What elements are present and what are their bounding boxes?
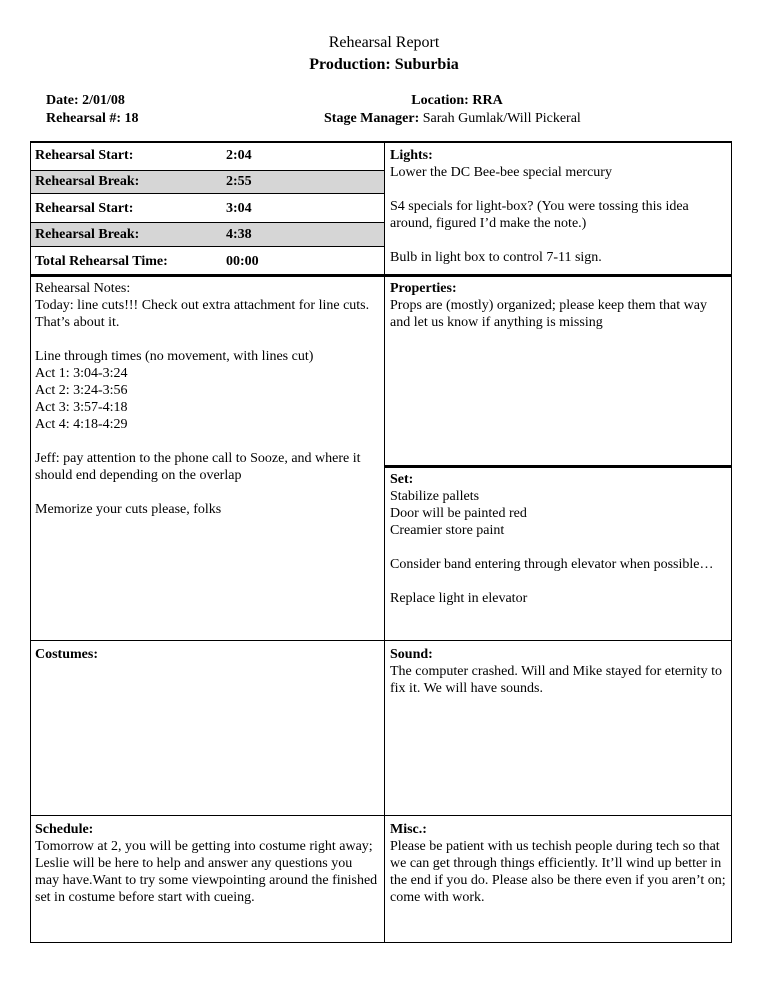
costumes-label: Costumes: bbox=[35, 647, 98, 662]
properties-text: Props are (mostly) organized; please keep them that way and let us know if anything is missing bbox=[390, 298, 707, 330]
notes-paragraph: Memorize your cuts please, folks bbox=[35, 502, 222, 517]
section-divider bbox=[30, 815, 732, 816]
notes-paragraph: Today: line cuts!!! Check out extra attachment for line cuts. That’s about it. bbox=[35, 298, 370, 330]
table-top-border bbox=[30, 141, 732, 143]
sound-section bbox=[390, 646, 724, 697]
notes-paragraph: Jeff: pay attention to the phone call to Sooze, and where it should end depending on the overlap bbox=[35, 451, 361, 483]
rehearsal-notes-label: Rehearsal Notes: bbox=[35, 281, 131, 296]
costumes-section bbox=[35, 646, 379, 663]
time-row-divider bbox=[30, 193, 384, 194]
location-line: Location: RRA bbox=[411, 93, 503, 108]
time-value: 2:04 bbox=[226, 148, 252, 163]
notes-line: Act 4: 4:18-4:29 bbox=[35, 417, 128, 432]
notes-line: Act 1: 3:04-3:24 bbox=[35, 366, 128, 381]
properties-set-divider bbox=[384, 465, 732, 468]
time-label: Rehearsal Start: bbox=[35, 148, 134, 163]
total-time-value: 00:00 bbox=[226, 254, 259, 269]
time-value: 2:55 bbox=[226, 174, 252, 189]
time-label: Rehearsal Break: bbox=[35, 227, 140, 242]
set-note: Replace light in elevator bbox=[390, 591, 528, 606]
report-title: Rehearsal Report bbox=[328, 34, 440, 51]
lights-note: Bulb in light box to control 7-11 sign. bbox=[390, 250, 602, 265]
rehearsal-notes-section bbox=[35, 280, 379, 518]
production-title: Production: Suburbia bbox=[309, 56, 459, 73]
misc-text: Please be patient with us techish people during tech so that we can get through things efficiently. It’ll wind up better in the end if you do. Please also be there even if you aren’t on; come with work. bbox=[390, 839, 726, 905]
notes-line: Act 3: 3:57-4:18 bbox=[35, 400, 128, 415]
sound-text: The computer crashed. Will and Mike stayed for eternity to fix it. We will have sounds. bbox=[390, 664, 722, 696]
rehearsal-number: Rehearsal #: 18 bbox=[46, 111, 139, 126]
set-note: Consider band entering through elevator when possible… bbox=[390, 557, 714, 572]
section-divider-thick bbox=[30, 274, 732, 277]
sound-label: Sound: bbox=[390, 647, 433, 662]
lights-label: Lights: bbox=[390, 148, 433, 163]
time-label: Rehearsal Start: bbox=[35, 201, 134, 216]
table-bottom-border bbox=[30, 942, 732, 943]
table-center-divider bbox=[384, 141, 385, 943]
table-left-border bbox=[30, 141, 31, 943]
set-note: Door will be painted red bbox=[390, 506, 527, 521]
total-time-label: Total Rehearsal Time: bbox=[35, 254, 168, 269]
set-label: Set: bbox=[390, 472, 414, 487]
time-value: 4:38 bbox=[226, 227, 252, 242]
misc-label: Misc.: bbox=[390, 822, 427, 837]
time-label: Rehearsal Break: bbox=[35, 174, 140, 189]
set-section bbox=[390, 471, 724, 607]
notes-line: Line through times (no movement, with lines cut) bbox=[35, 349, 314, 364]
lights-section bbox=[390, 147, 724, 266]
set-note: Creamier store paint bbox=[390, 523, 505, 538]
set-note: Stabilize pallets bbox=[390, 489, 480, 504]
schedule-section bbox=[35, 821, 379, 906]
date-line: Date: 2/01/08 bbox=[46, 93, 125, 108]
lights-note: Lower the DC Bee-bee special mercury bbox=[390, 165, 612, 180]
schedule-label: Schedule: bbox=[35, 822, 94, 837]
time-row-divider bbox=[30, 222, 384, 223]
misc-section bbox=[390, 821, 728, 906]
properties-section bbox=[390, 280, 724, 331]
lights-note: S4 specials for light-box? (You were tossing this idea around, figured I’d make the note.) bbox=[390, 199, 689, 231]
stage-manager-line: Stage Manager: Sarah Gumlak/Will Pickeral bbox=[324, 111, 581, 126]
notes-line: Act 2: 3:24-3:56 bbox=[35, 383, 128, 398]
table-right-border bbox=[731, 141, 732, 943]
properties-label: Properties: bbox=[390, 281, 457, 296]
time-value: 3:04 bbox=[226, 201, 252, 216]
schedule-text: Tomorrow at 2, you will be getting into costume right away; Leslie will be here to help and answer any questions you may have.Want to try some viewpointing around the finished set in costume before start with cueing. bbox=[35, 839, 378, 905]
time-row-divider bbox=[30, 170, 384, 171]
section-divider bbox=[30, 640, 732, 641]
time-row-divider bbox=[30, 246, 384, 247]
